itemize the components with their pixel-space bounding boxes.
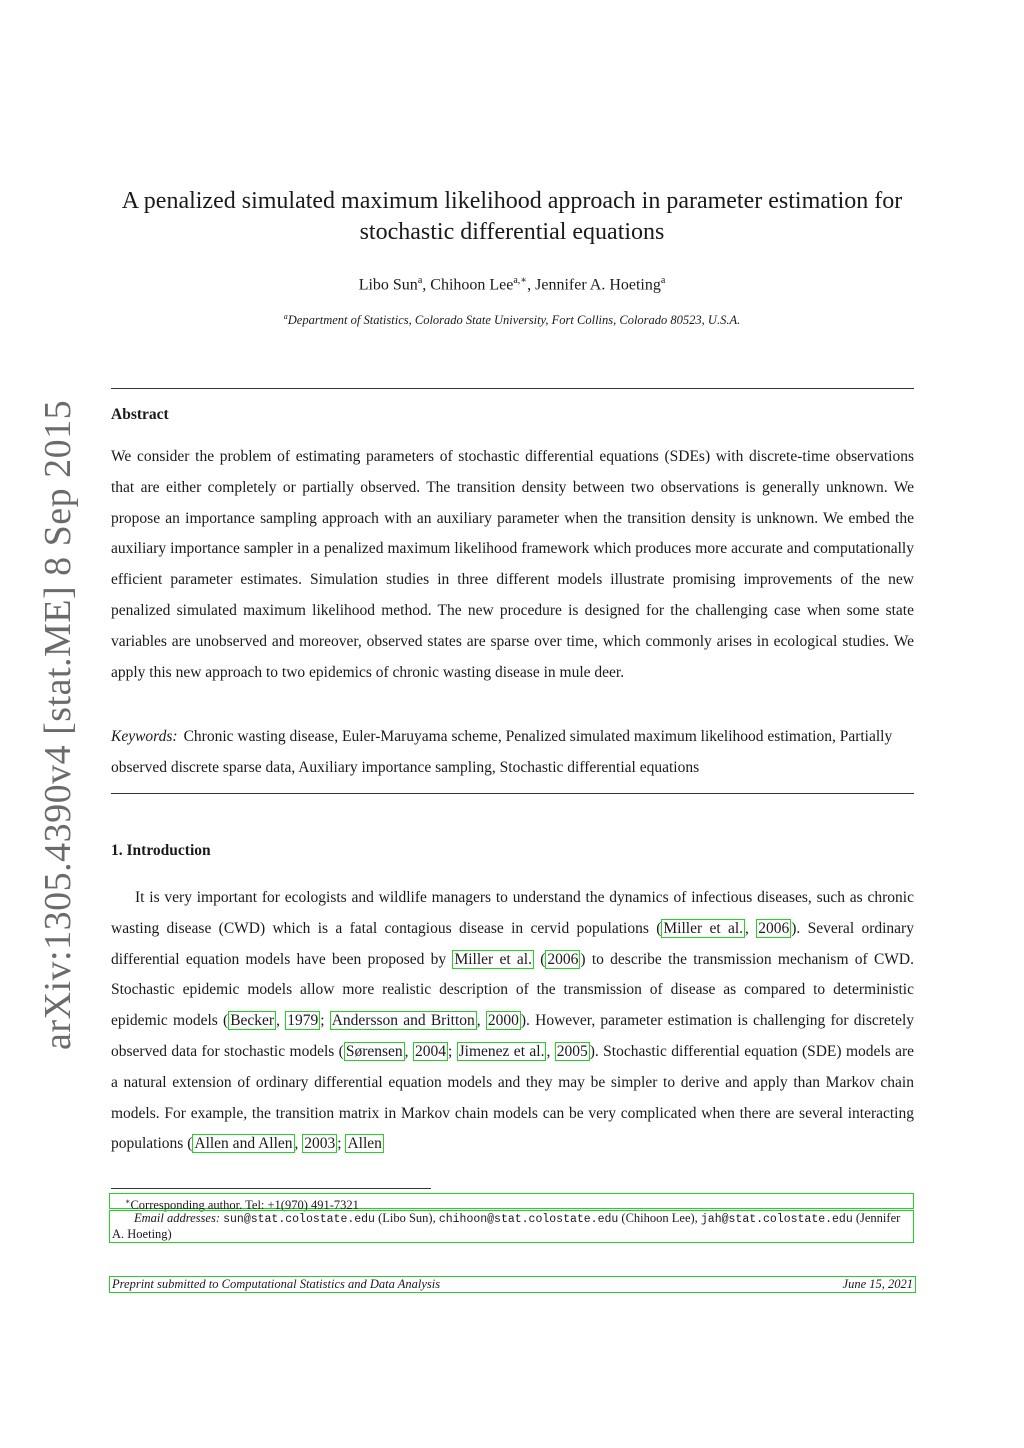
footnote-rule [111,1188,431,1189]
intro-text: , [294,1135,303,1153]
email-owner: (Libo Sun), [374,1211,439,1225]
citation-link[interactable]: Allen and Allen [194,1135,293,1153]
arxiv-identifier: arXiv:1305.4390v4 [stat.ME] 8 Sep 2015 [37,399,79,1050]
citation-link[interactable]: Allen [347,1135,382,1153]
footnote-corresponding-author[interactable] [109,1193,914,1213]
author-name: Chihoon Lee [430,276,514,294]
email-link[interactable]: jah@stat.colostate.edu [700,1213,853,1226]
citation-link[interactable]: 2006 [758,919,790,937]
top-rule [111,388,914,389]
author-mark: a,∗ [513,275,528,286]
intro-text: ; [320,1012,330,1030]
citation-link[interactable]: Miller et al. [454,950,532,968]
intro-text: , [546,1042,555,1060]
introduction-paragraph [111,883,914,1160]
author-name: Libo Sun [358,276,418,294]
affiliation-text: Department of Statistics, Colorado State University, Fort Collins, Colorado 80523, U.S.A. [287,313,741,328]
citation-link[interactable]: 2006 [547,950,579,968]
author-mark: a [660,275,666,286]
section-heading-introduction: 1. Introduction [111,842,211,859]
citation-link[interactable]: Andersson and Britton [331,1012,475,1030]
email-label: Email addresses: [134,1211,220,1225]
keywords [111,722,914,784]
intro-text: ; [447,1042,457,1060]
keywords-label: Keywords: [111,728,178,745]
footnote-mark: ∗ [125,1197,131,1206]
intro-text: ( [533,950,546,968]
footnote-email-addresses[interactable] [109,1210,914,1243]
email-owner: (Chihoon Lee), [618,1211,701,1225]
citation-link[interactable]: 2005 [556,1042,588,1060]
author-mark: a [417,275,423,286]
citation-link[interactable]: Becker [230,1012,275,1030]
intro-text: , [476,1012,486,1030]
intro-text: , [276,1012,286,1030]
abstract-text: We consider the problem of estimating parameters of stochastic differential equations (SDEs) with discrete-time observations that are either completely or partially observed. The transition density between two observations is generally unknown. We propose an importance sampling approach with an auxiliary parameter when the transition density is unknown. We embed the auxiliary importance sampler in a penalized maximum likelihood framework which produces more accurate and computationally efficient parameter estimates. Simulation studies in three different models illustrate promising improvements of the new penalized simulated maximum likelihood method. The new procedure is designed for the challenging case when some state variables are unobserved and moreover, observed states are sparse over time, which commonly arises in ecological studies. We apply this new approach to two epidemics of chronic wasting disease in mule deer. [111,448,914,681]
intro-text: It is very important for ecologists and wildlife managers to understand the dynamics of infectious diseases, such as chronic wasting disease (CWD) which is a fatal contagious disease in cervid populations ( [111,889,914,937]
abstract-heading: Abstract [111,406,169,423]
intro-text: , [404,1042,413,1060]
intro-text: ) to describe the transmission mechanism of CWD. Stochastic epidemic models allow more realistic description of the transmission of disease as compared to deterministic epidemic models ( [111,950,914,1030]
citation-link[interactable]: 1979 [287,1012,319,1030]
intro-text: ). However, parameter estimation is challenging for discretely observed data for stochastic models ( [111,1012,915,1060]
intro-text: ; [337,1135,346,1153]
preprint-footer[interactable] [109,1276,916,1293]
intro-text: ). Several ordinary differential equation models have been proposed by [111,919,914,968]
keywords-text: Chronic wasting disease, Euler-Maruyama scheme, Penalized simulated maximum likelihood estimation, Partially observed discrete sparse data, Auxiliary importance sampling, Stochastic differential equations [111,728,893,776]
affiliation [100,312,924,328]
citation-link[interactable]: Jimenez et al. [458,1042,545,1060]
affiliation-mark: a [283,312,288,321]
footer-journal: Preprint submitted to Computational Statistics and Data Analysis [112,1277,441,1291]
email-link[interactable]: chihoon@stat.colostate.edu [438,1213,619,1226]
citation-link[interactable]: 2003 [304,1135,336,1153]
footnote-text: Corresponding author. Tel: +1(970) 491-7321 [130,1198,359,1213]
intro-text: , [745,919,757,937]
bottom-rule [111,793,914,794]
citation-link[interactable]: 2000 [487,1012,519,1030]
paper-title: A penalized simulated maximum likelihood approach in parameter estimation for stochastic differential equations [121,188,903,245]
citation-link[interactable]: Sørensen [345,1042,403,1060]
email-link[interactable]: sun@stat.colostate.edu [223,1213,375,1226]
footer-date: June 15, 2021 [842,1277,913,1291]
citation-link[interactable]: 2004 [414,1042,446,1060]
author-name: Jennifer A. Hoeting [535,276,661,294]
author-list: Libo Sun$^a$, Chihoon Lee$^{a,∗}$, Jennifer A. Hoeting$^a$ [358,275,666,294]
intro-text: ). Stochastic differential equation (SDE) models are a natural extension of ordinary differential equation models and they may be simpler to derive and apply than Markov chain models. For example, the transition matrix in Markov chain models can be very complicated when there are several interacting populations ( [111,1042,915,1153]
email-owner: (Jennifer A. Hoeting) [112,1211,901,1241]
citation-link[interactable]: Miller et al. [663,919,744,937]
